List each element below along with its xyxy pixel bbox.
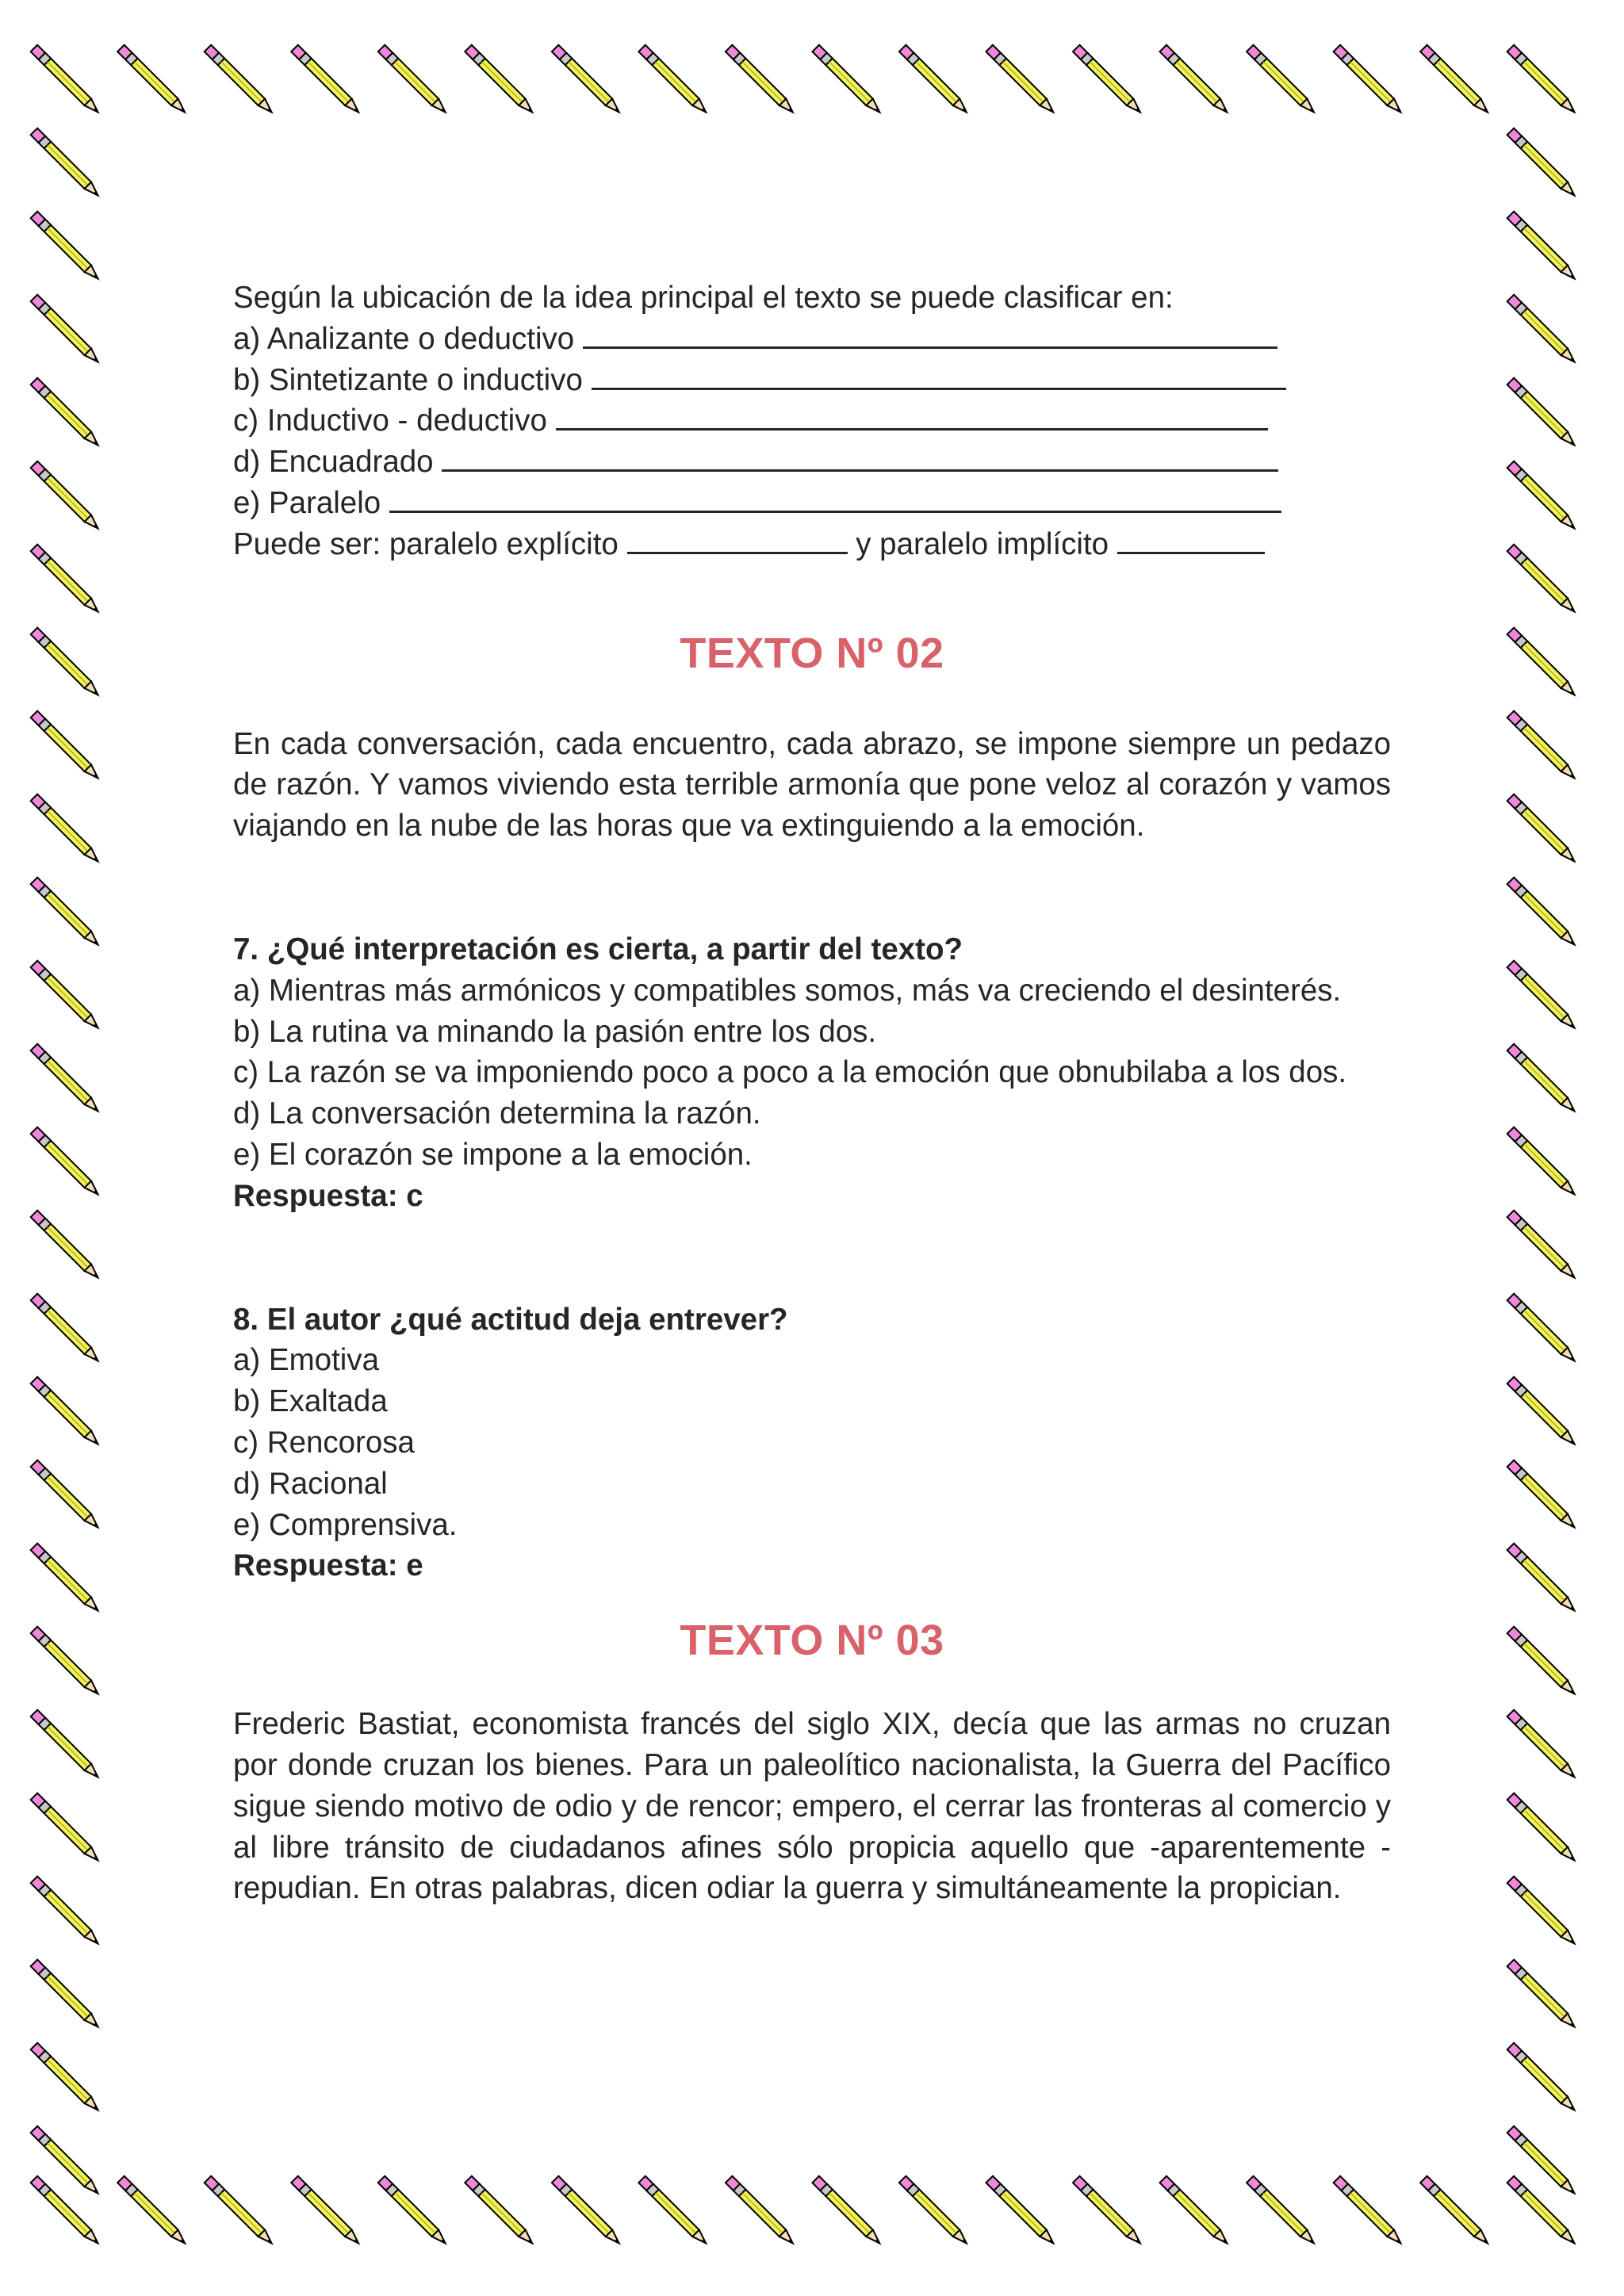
classification-item: c) Inductivo - deductivo xyxy=(233,400,1391,442)
pencil-icon xyxy=(1247,45,1317,116)
pencil-icon xyxy=(31,711,102,782)
answer-blank xyxy=(556,403,1268,430)
question-8: 8. El autor ¿qué actitud deja entrever? xyxy=(233,1302,788,1337)
pencil-icon xyxy=(1073,45,1143,116)
pencil-icon xyxy=(31,1877,102,1947)
pencil-icon xyxy=(1334,2176,1404,2247)
pencil-icon xyxy=(31,1377,102,1448)
pencil-icon xyxy=(117,45,188,116)
pencil-icon xyxy=(1507,878,1578,948)
pencil-icon xyxy=(31,878,102,948)
pencil-icon xyxy=(726,2176,796,2247)
pencil-icon xyxy=(1507,1877,1578,1947)
parallel-line: Puede ser: paralelo explícito y paralelo implícito xyxy=(233,524,1391,565)
pencil-icon xyxy=(31,1127,102,1198)
pencil-icon xyxy=(1507,1044,1578,1115)
pencil-icon xyxy=(1507,794,1578,865)
pencil-icon xyxy=(899,45,970,116)
pencil-icon xyxy=(31,1460,102,1531)
q7-option: c) La razón se va imponiendo poco a poco a la emoción que obnubilaba a los dos. xyxy=(233,1055,1347,1090)
pencil-icon xyxy=(552,2176,622,2247)
q7-option: b) La rutina va minando la pasión entre los dos. xyxy=(233,1014,877,1049)
pencil-icon xyxy=(31,1294,102,1364)
texto-02-title: TEXTO Nº 02 xyxy=(680,629,944,677)
q8-option: c) Rencorosa xyxy=(233,1425,415,1460)
pencil-icon xyxy=(31,794,102,865)
pencil-icon xyxy=(1507,628,1578,698)
pencil-icon xyxy=(1507,711,1578,782)
pencil-icon xyxy=(1507,1710,1578,1781)
pencil-icon xyxy=(1507,295,1578,365)
pencil-icon xyxy=(986,2176,1057,2247)
pencil-icon xyxy=(205,45,275,116)
texto-02-paragraph: En cada conversación, cada encuentro, cada abrazo, se impone siempre un pedazo de razón. Y vamos viviendo esta terrible armonía que pone veloz al corazón y vamos viajando en la nube de las horas que va extinguiendo a la emoción. xyxy=(233,726,1391,844)
q7-option: d) La conversación determina la razón. xyxy=(233,1096,761,1131)
pencil-icon xyxy=(1247,2176,1317,2247)
pencil-icon xyxy=(638,45,709,116)
pencil-icon xyxy=(1507,1211,1578,1281)
pencil-icon xyxy=(465,45,535,116)
pencil-icon xyxy=(465,2176,535,2247)
answer-blank xyxy=(592,362,1286,390)
pencil-icon xyxy=(291,2176,362,2247)
pencil-icon xyxy=(1507,1377,1578,1448)
pencil-icon xyxy=(31,1793,102,1864)
q7-answer: Respuesta: c xyxy=(233,1178,423,1213)
pencil-icon xyxy=(1507,545,1578,615)
classification-intro: Según la ubicación de la idea principal el texto se puede clasificar en: xyxy=(233,281,1174,315)
question-7: 7. ¿Qué interpretación es cierta, a partir del texto? xyxy=(233,932,963,966)
pencil-icon xyxy=(1507,2043,1578,2114)
pencil-icon xyxy=(31,378,102,449)
q7-option: e) El corazón se impone a la emoción. xyxy=(233,1137,753,1172)
pencil-icon xyxy=(1507,128,1578,199)
classification-item: b) Sintetizante o inductivo xyxy=(233,360,1391,401)
pencil-icon xyxy=(205,2176,275,2247)
answer-blank xyxy=(1117,526,1265,554)
pencil-icon xyxy=(1507,1793,1578,1864)
pencil-icon xyxy=(552,45,622,116)
pencil-icon xyxy=(31,1960,102,2030)
pencil-icon xyxy=(1507,1294,1578,1364)
pencil-icon xyxy=(1507,378,1578,449)
pencil-icon xyxy=(1507,1627,1578,1697)
pencil-icon xyxy=(812,2176,883,2247)
pencil-icon xyxy=(31,212,102,282)
pencil-icon xyxy=(31,2043,102,2114)
pencil-icon xyxy=(726,45,796,116)
texto-03-paragraph: Frederic Bastiat, economista francés del siglo XIX, decía que las armas no cruzan por donde cruzan los bienes. Para un paleolítico nacionalista, la Guerra del Pacífico sigue siendo motivo de odio y de rencor; empero, el cerrar las fronteras al comercio y al libre tránsito de ciudadanos afines sólo propicia aquello que -aparentemente - repudian. En otras palabras, dicen odiar la guerra y simultáneamente la propician. xyxy=(233,1707,1391,1906)
pencil-icon xyxy=(31,961,102,1031)
pencil-icon xyxy=(1507,212,1578,282)
pencil-icon xyxy=(1507,961,1578,1031)
pencil-icon xyxy=(1507,1544,1578,1614)
texto-03-title: TEXTO Nº 03 xyxy=(680,1617,944,1665)
pencil-icon xyxy=(1507,45,1578,116)
pencil-icon xyxy=(986,45,1057,116)
pencil-icon xyxy=(1507,1127,1578,1198)
document-content xyxy=(233,277,1391,1909)
pencil-icon xyxy=(812,45,883,116)
pencil-icon xyxy=(1160,2176,1231,2247)
pencil-icon xyxy=(378,45,449,116)
answer-blank xyxy=(442,444,1278,472)
pencil-icon xyxy=(291,45,362,116)
pencil-icon xyxy=(31,1544,102,1614)
pencil-icon xyxy=(31,295,102,365)
classification-item: d) Encuadrado xyxy=(233,442,1391,483)
q8-answer: Respuesta: e xyxy=(233,1548,423,1583)
pencil-icon xyxy=(31,1710,102,1781)
q8-option: d) Racional xyxy=(233,1466,388,1501)
pencil-icon xyxy=(378,2176,449,2247)
answer-blank xyxy=(389,485,1281,513)
q8-option: a) Emotiva xyxy=(233,1343,380,1378)
q7-option: a) Mientras más armónicos y compatibles somos, más va creciendo el desinterés. xyxy=(233,973,1342,1008)
pencil-icon xyxy=(31,128,102,199)
classification-item: e) Paralelo xyxy=(233,483,1391,524)
pencil-icon xyxy=(31,1627,102,1697)
pencil-icon xyxy=(1507,461,1578,532)
pencil-icon xyxy=(638,2176,709,2247)
pencil-icon xyxy=(899,2176,970,2247)
classification-item: a) Analizante o deductivo xyxy=(233,319,1391,360)
pencil-icon xyxy=(1160,45,1231,116)
pencil-icon xyxy=(117,2176,188,2247)
pencil-icon xyxy=(1507,1460,1578,1531)
pencil-icon xyxy=(1420,2176,1491,2247)
q8-option: b) Exaltada xyxy=(233,1384,388,1419)
pencil-icon xyxy=(1420,45,1491,116)
pencil-icon xyxy=(31,545,102,615)
answer-blank xyxy=(583,321,1277,349)
pencil-icon xyxy=(1073,2176,1143,2247)
pencil-icon xyxy=(31,1211,102,1281)
answer-blank xyxy=(627,526,848,554)
pencil-icon xyxy=(31,628,102,698)
pencil-icon xyxy=(31,45,102,116)
q8-option: e) Comprensiva. xyxy=(233,1507,458,1542)
pencil-icon xyxy=(1334,45,1404,116)
pencil-icon xyxy=(1507,1960,1578,2030)
pencil-icon xyxy=(31,461,102,532)
pencil-icon xyxy=(31,1044,102,1115)
